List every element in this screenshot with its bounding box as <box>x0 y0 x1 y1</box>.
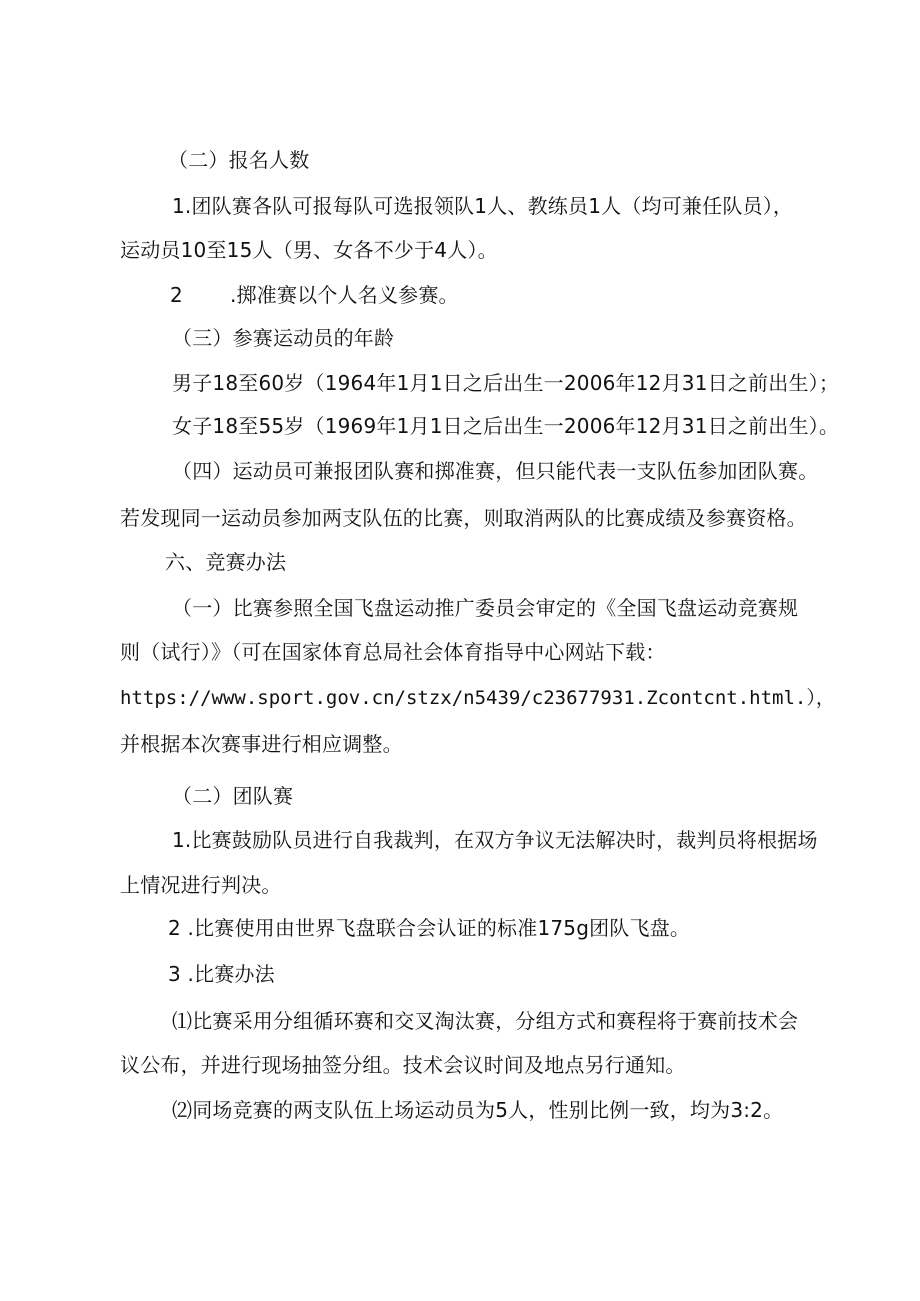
heading-competition-method: 六、竞赛办法 <box>165 550 287 574</box>
paragraph-group-format-cont: 议公布，并进行现场抽签分组。技术会议时间及地点另行通知。 <box>120 1053 686 1077</box>
heading-registration-count: （二）报名人数 <box>168 148 310 172</box>
list-number-2: 2 <box>170 283 183 307</box>
paragraph-team-registration-cont: 运动员10至15人（男、女各不少于4人）。 <box>120 238 498 262</box>
paragraph-self-officiating: 1.比赛鼓励队员进行自我裁判，在双方争议无法解决时，裁判员将根据场 <box>172 828 818 852</box>
paragraph-female-age: 女子18至55岁（1969年1月1日之后出生一2006年12月31日之前出生）。 <box>172 414 840 438</box>
heading-team-event: （二）团队赛 <box>172 784 294 808</box>
paragraph-rules-reference: （一）比赛参照全国飞盘运动推广委员会审定的《全国飞盘运动竞赛规 <box>172 596 799 620</box>
paragraph-dual-entry-cont: 若发现同一运动员参加两支队伍的比赛，则取消两队的比赛成绩及参赛资格。 <box>120 506 807 530</box>
heading-athlete-age: （三）参赛运动员的年龄 <box>172 326 395 350</box>
rules-download-url: https://www.sport.gov.cn/stzx/n5439/c23677931.Zcontcnt.html.）， <box>120 687 835 709</box>
paragraph-disc-standard: 2 .比赛使用由世界飞盘联合会认证的标准175g团队飞盘。 <box>168 916 691 940</box>
paragraph-self-officiating-cont: 上情况进行判决。 <box>120 873 282 897</box>
paragraph-target-individual: .掷准赛以个人名义参赛。 <box>230 283 459 307</box>
paragraph-group-format: ⑴比赛采用分组循环赛和交叉淘汰赛，分组方式和赛程将于赛前技术会 <box>172 1009 799 1033</box>
paragraph-players-on-field: ⑵同场竞赛的两支队伍上场运动员为5人，性别比例一致，均为3:2。 <box>172 1098 784 1122</box>
paragraph-rules-adjustment: 并根据本次赛事进行相应调整。 <box>120 732 403 756</box>
paragraph-male-age: 男子18至60岁（1964年1月1日之后出生一2006年12月31日之前出生）； <box>172 371 840 395</box>
heading-match-method: 3 .比赛办法 <box>168 962 275 986</box>
paragraph-team-registration: 1.团队赛各队可报每队可选报领队1人、教练员1人（均可兼任队员）， <box>172 194 794 218</box>
paragraph-dual-entry: （四）运动员可兼报团队赛和掷准赛，但只能代表一支队伍参加团队赛。 <box>172 459 819 483</box>
paragraph-rules-reference-cont: 则（试行）》（可在国家体育总局社会体育指导中心网站下载： <box>120 640 666 664</box>
